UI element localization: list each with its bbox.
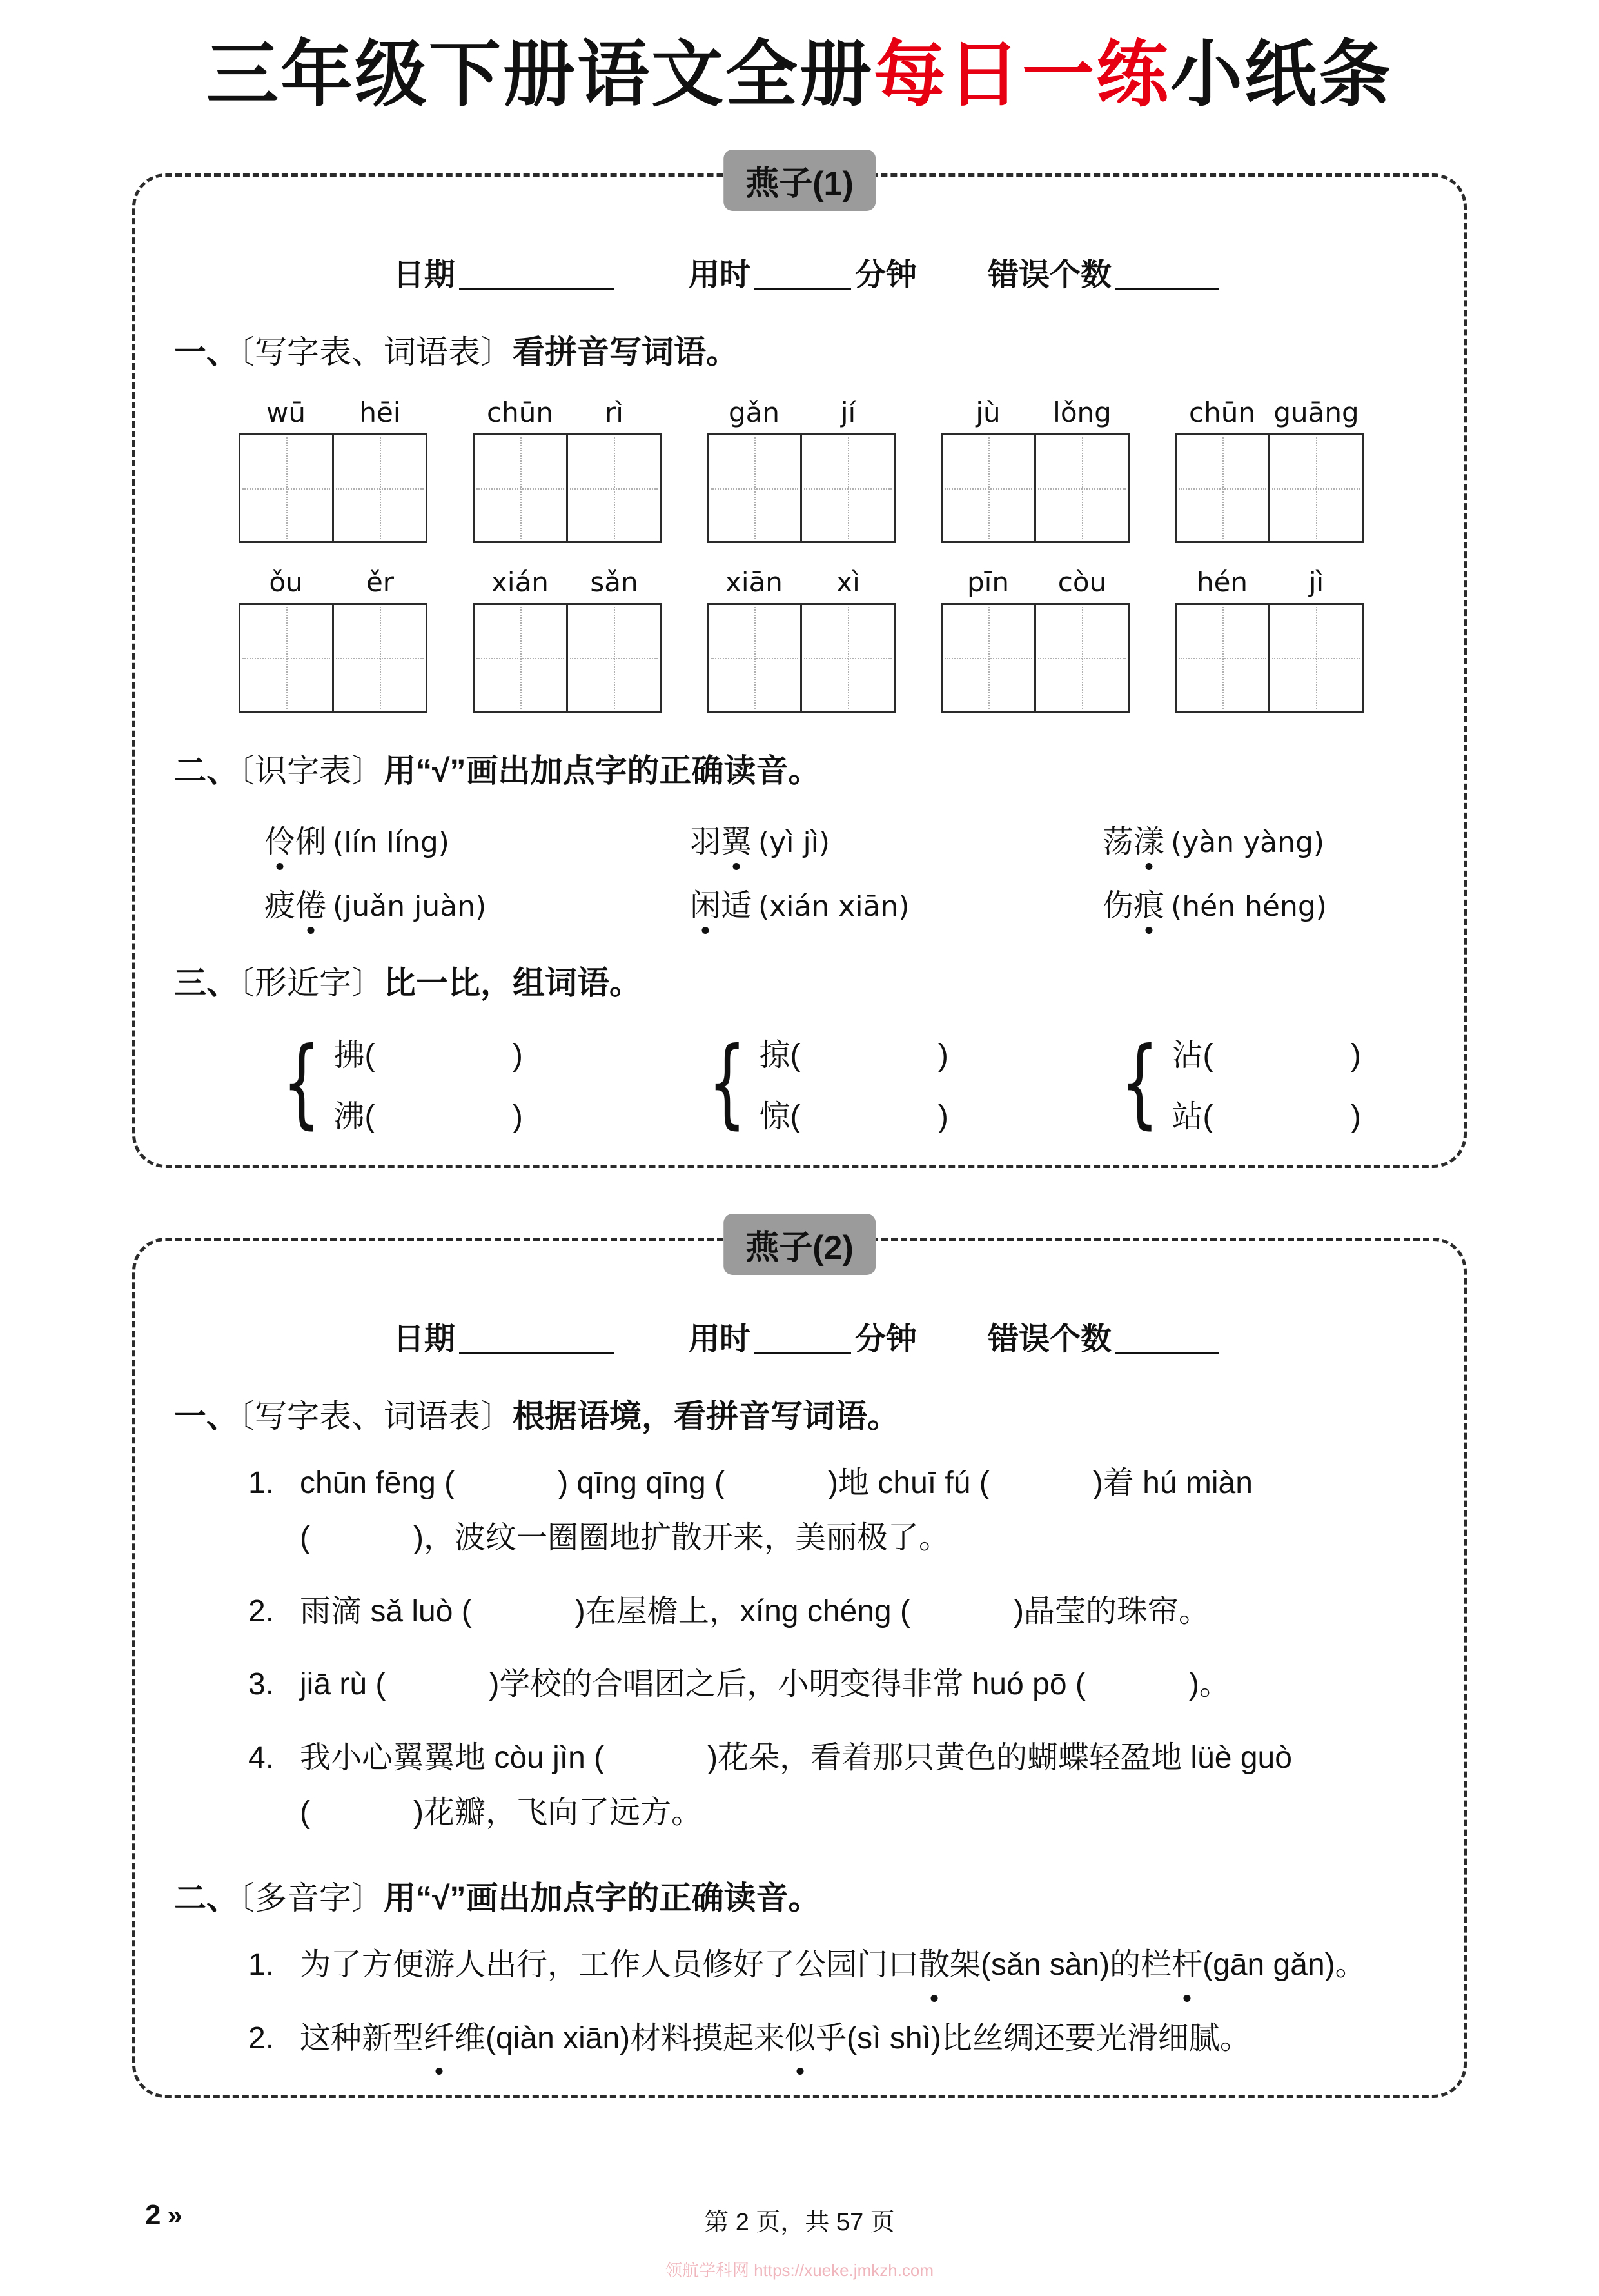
reading-word-item	[1103, 880, 1425, 925]
word-unit	[1175, 566, 1364, 713]
writing-cell	[1268, 605, 1362, 711]
writing-grid	[473, 603, 662, 713]
answer-blank: ( )	[790, 1038, 948, 1073]
compare-char: 沾	[1172, 1038, 1203, 1073]
time-label: 用时	[689, 257, 751, 292]
title-highlight: 每日一练	[874, 34, 1170, 115]
pinyin-syllable: ěr	[366, 566, 395, 598]
reading-word	[264, 889, 326, 923]
pinyin-syllable: lǒng	[1053, 396, 1112, 428]
writing-cell	[1034, 435, 1128, 541]
pinyin-pair	[239, 397, 427, 428]
question-number: 4.	[248, 1740, 275, 1775]
text-segment: (gān gǎn)。	[1202, 1948, 1366, 1983]
pinyin-pair	[707, 397, 896, 428]
part-tag: 〔识字表〕	[239, 752, 384, 789]
writing-cell	[475, 605, 566, 711]
compare-char: 站	[1172, 1099, 1203, 1134]
text-segment: 这种新型	[300, 2021, 424, 2055]
pinyin-syllable: jí	[840, 396, 856, 428]
word-char-dotted: 倦	[295, 880, 326, 925]
pinyin-words-row-2	[239, 566, 1364, 713]
part-tag: 〔形近字〕	[239, 964, 384, 1001]
reading-word-item	[690, 816, 1103, 861]
text-segment: 架(sǎn sàn)的栏	[950, 1948, 1172, 1983]
pinyin-syllable: ǒu	[269, 566, 303, 598]
writing-grid	[239, 603, 427, 713]
brace-icon: {	[1121, 1026, 1159, 1139]
word-char-dotted: 伶	[264, 816, 295, 861]
writing-cell	[800, 605, 894, 711]
reading-pinyin: (juǎn juàn)	[333, 889, 487, 923]
compare-group	[271, 1026, 696, 1139]
word-unit	[941, 397, 1130, 543]
writing-cell	[800, 435, 894, 541]
writing-grid	[473, 433, 662, 543]
word-char: 羽	[690, 824, 721, 859]
writing-cell	[1034, 605, 1128, 711]
reading-pinyin: (xián xiān)	[758, 889, 910, 923]
part-instruction: 用“√”画出加点字的正确读音。	[384, 752, 821, 789]
writing-cell	[709, 605, 800, 711]
pinyin-syllable: jù	[976, 396, 1001, 428]
part3-heading	[174, 962, 1425, 1004]
pinyin-syllable: xì	[836, 566, 860, 598]
writing-cell	[1177, 605, 1268, 711]
writing-grid	[707, 433, 896, 543]
compare-line	[759, 1091, 948, 1136]
word-unit	[239, 397, 427, 543]
part-number: 一、	[174, 1398, 239, 1434]
reading-items	[264, 816, 1425, 925]
page-footer	[0, 2199, 1599, 2238]
writing-cell	[1268, 435, 1362, 541]
part1-heading	[174, 332, 1425, 373]
reading-word	[690, 889, 752, 923]
writing-cell	[332, 605, 426, 711]
text-segment-dotted: 杆	[1172, 1937, 1202, 1992]
question-item	[248, 1730, 1396, 1841]
pinyin-syllable: xiān	[725, 566, 783, 598]
pinyin-pair	[941, 566, 1130, 598]
pinyin-pair	[239, 566, 427, 598]
writing-cell	[240, 605, 332, 711]
writing-grid	[1175, 603, 1364, 713]
compare-char: 沸	[333, 1099, 365, 1134]
question-item	[248, 1456, 1396, 1566]
writing-cell	[332, 435, 426, 541]
brace-icon: {	[708, 1026, 747, 1139]
question-number: 2.	[248, 1594, 275, 1628]
date-blank	[459, 1345, 614, 1354]
title-part2: 小纸条	[1170, 34, 1393, 115]
date-label: 日期	[393, 257, 456, 292]
word-char: 疲	[264, 888, 296, 923]
question-text: jiā rù ( )学校的合唱团之后，小明变得非常 huó pō ( )。	[300, 1667, 1230, 1702]
compare-group	[1109, 1026, 1425, 1139]
section-badge: 燕子(2)	[723, 1214, 876, 1275]
pinyin-syllable: wū	[266, 396, 306, 428]
word-char-dotted: 痕	[1133, 880, 1164, 925]
pinyin-syllable: chūn	[487, 396, 553, 428]
reading-word	[1103, 825, 1164, 859]
part-instruction: 根据语境，看拼音写词语。	[513, 1398, 899, 1434]
writing-grid	[941, 603, 1130, 713]
date-label: 日期	[393, 1321, 456, 1356]
word-unit	[239, 566, 427, 713]
word-char: 适	[721, 888, 752, 923]
pinyin-pair	[941, 397, 1130, 428]
answer-blank: ( )	[1202, 1099, 1361, 1134]
question-text	[300, 1937, 1396, 1992]
word-char-dotted: 漾	[1133, 816, 1164, 861]
error-label: 错误个数	[988, 257, 1112, 292]
word-unit	[941, 566, 1130, 713]
title-part1: 三年级下册语文全册	[206, 34, 874, 115]
part-number: 一、	[174, 333, 239, 370]
form-header	[393, 1314, 1425, 1358]
compare-lines	[333, 1030, 522, 1136]
compare-char: 惊	[759, 1099, 790, 1134]
pinyin-pair	[1175, 566, 1364, 598]
pinyin-syllable: xián	[491, 566, 549, 598]
time-label: 用时	[689, 1321, 751, 1356]
compare-group	[696, 1026, 1109, 1139]
answer-blank: ( )	[1202, 1038, 1361, 1073]
minute-label: 分钟	[855, 257, 917, 292]
question-number: 3.	[248, 1667, 275, 1702]
writing-grid	[941, 433, 1130, 543]
question-number: 1.	[248, 1948, 275, 1983]
reading-word	[264, 825, 326, 859]
answer-blank: ( )	[364, 1038, 523, 1073]
text-segment: 为了方便游人出行，工作人员修好了公园门口	[300, 1948, 919, 1983]
pinyin-pair	[707, 566, 896, 598]
compare-line	[333, 1030, 522, 1074]
section-yanzi-1	[132, 164, 1467, 1168]
pinyin-pair	[1175, 397, 1364, 428]
reading-word-item	[264, 816, 690, 861]
word-char: 俐	[295, 824, 327, 859]
pinyin-syllable: hēi	[359, 396, 401, 428]
word-unit	[707, 566, 896, 713]
text-segment: 乎(sì shì)比丝绸还要光滑细腻。	[816, 2021, 1251, 2055]
brace-icon: {	[282, 1026, 321, 1139]
reading-word	[1103, 889, 1164, 923]
watermark-text: 领航学科网 https://xueke.jmkzh.com	[665, 2261, 934, 2280]
question-text: 雨滴 sǎ luò ( )在屋檐上，xíng chéng ( )晶莹的珠帘。	[300, 1594, 1210, 1628]
writing-cell	[943, 605, 1034, 711]
part2-heading	[174, 1877, 1425, 1919]
part-instruction: 看拼音写词语。	[513, 333, 738, 370]
pinyin-words-row-1	[239, 397, 1364, 543]
answer-blank: ( )	[790, 1099, 948, 1134]
form-header	[393, 250, 1425, 294]
text-segment-dotted: 似	[785, 2011, 816, 2066]
word-unit	[707, 397, 896, 543]
pinyin-syllable: gǎn	[728, 396, 780, 428]
compare-char: 掠	[759, 1038, 790, 1073]
compare-groups	[271, 1026, 1425, 1139]
pinyin-syllable: guāng	[1273, 396, 1359, 428]
writing-grid	[239, 433, 427, 543]
answer-blank: ( )	[364, 1099, 523, 1134]
word-char: 荡	[1103, 824, 1134, 859]
text-segment-dotted: 散	[919, 1937, 950, 1992]
compare-line	[759, 1030, 948, 1074]
reading-pinyin: (hén héng)	[1171, 889, 1327, 923]
part-tag: 〔多音字〕	[239, 1880, 384, 1917]
question-item	[248, 2011, 1396, 2066]
compare-char: 拂	[333, 1038, 365, 1073]
reading-pinyin: (yàn yàng)	[1171, 826, 1325, 859]
part-instruction: 用“√”画出加点字的正确读音。	[384, 1880, 821, 1917]
date-blank	[459, 281, 614, 290]
part-number: 二、	[174, 1880, 239, 1917]
question-text	[300, 2011, 1396, 2066]
writing-cell	[566, 435, 660, 541]
part-number: 三、	[174, 964, 239, 1001]
reading-word-item	[1103, 816, 1425, 861]
compare-line	[1172, 1030, 1360, 1074]
question-number: 1.	[248, 1465, 275, 1500]
pinyin-pair	[473, 566, 662, 598]
pinyin-syllable: rì	[605, 396, 623, 428]
reading-pinyin: (lín líng)	[333, 826, 449, 859]
question-item	[248, 1584, 1396, 1639]
writing-cell	[475, 435, 566, 541]
writing-cell	[566, 605, 660, 711]
pinyin-syllable: còu	[1057, 566, 1107, 598]
section-badge: 燕子(1)	[723, 150, 876, 211]
reading-word-item	[264, 880, 690, 925]
question-number: 2.	[248, 2021, 275, 2055]
reading-word-item	[690, 880, 1103, 925]
writing-cell	[709, 435, 800, 541]
part-instruction: 比一比，组词语。	[384, 964, 642, 1001]
pinyin-pair	[473, 397, 662, 428]
footer-page-indicator: 第 2 页，共 57 页	[704, 2209, 895, 2236]
word-char-dotted: 闲	[690, 880, 721, 925]
word-unit	[473, 397, 662, 543]
minute-label: 分钟	[855, 1321, 917, 1356]
question-item	[248, 1657, 1396, 1712]
pinyin-syllable: pīn	[967, 566, 1009, 598]
question-item	[248, 1937, 1396, 1992]
page-title	[0, 34, 1599, 117]
worksheet-page	[0, 34, 1599, 2296]
word-unit	[1175, 397, 1364, 543]
pinyin-syllable: chūn	[1189, 396, 1255, 428]
pinyin-syllable: sǎn	[590, 566, 638, 598]
reading-word	[690, 825, 752, 859]
time-blank	[754, 1345, 851, 1354]
reading-pinyin: (yì jì)	[758, 826, 830, 859]
part2-heading	[174, 750, 1425, 792]
error-blank	[1115, 281, 1219, 290]
writing-cell	[943, 435, 1034, 541]
error-label: 错误个数	[988, 1321, 1112, 1356]
compare-lines	[759, 1030, 948, 1136]
error-blank	[1115, 1345, 1219, 1354]
page-number: 2	[145, 2199, 161, 2231]
section-yanzi-2	[132, 1229, 1467, 2099]
writing-cell	[1177, 435, 1268, 541]
word-unit	[473, 566, 662, 713]
compare-line	[1172, 1091, 1360, 1136]
question-text: 我小心翼翼地 còu jìn ( )花朵，看着那只黄色的蝴蝶轻盈地 lüè guò ( )花瓣，飞向了远方。	[300, 1740, 1292, 1830]
writing-grid	[707, 603, 896, 713]
writing-cell	[240, 435, 332, 541]
text-segment-dotted: 纤	[424, 2011, 455, 2066]
text-segment: 维(qiàn xiān)材料摸起来	[455, 2021, 785, 2055]
double-chevron-icon: »	[167, 2200, 182, 2230]
time-blank	[754, 281, 851, 290]
pinyin-syllable: hén	[1196, 566, 1248, 598]
compare-lines	[1172, 1030, 1360, 1136]
word-char: 伤	[1103, 888, 1134, 923]
word-char-dotted: 翼	[721, 816, 752, 861]
part-number: 二、	[174, 752, 239, 789]
compare-line	[333, 1091, 522, 1136]
pinyin-syllable: jì	[1308, 566, 1324, 598]
part1-heading	[174, 1396, 1425, 1438]
part-tag: 〔写字表、词语表〕	[239, 333, 513, 370]
question-text: chūn fēng ( ) qīng qīng ( )地 chuī fú ( )着 hú miàn ( )，波纹一圈圈地扩散开来，美丽极了。	[300, 1465, 1253, 1556]
part-tag: 〔写字表、词语表〕	[239, 1398, 513, 1434]
writing-grid	[1175, 433, 1364, 543]
